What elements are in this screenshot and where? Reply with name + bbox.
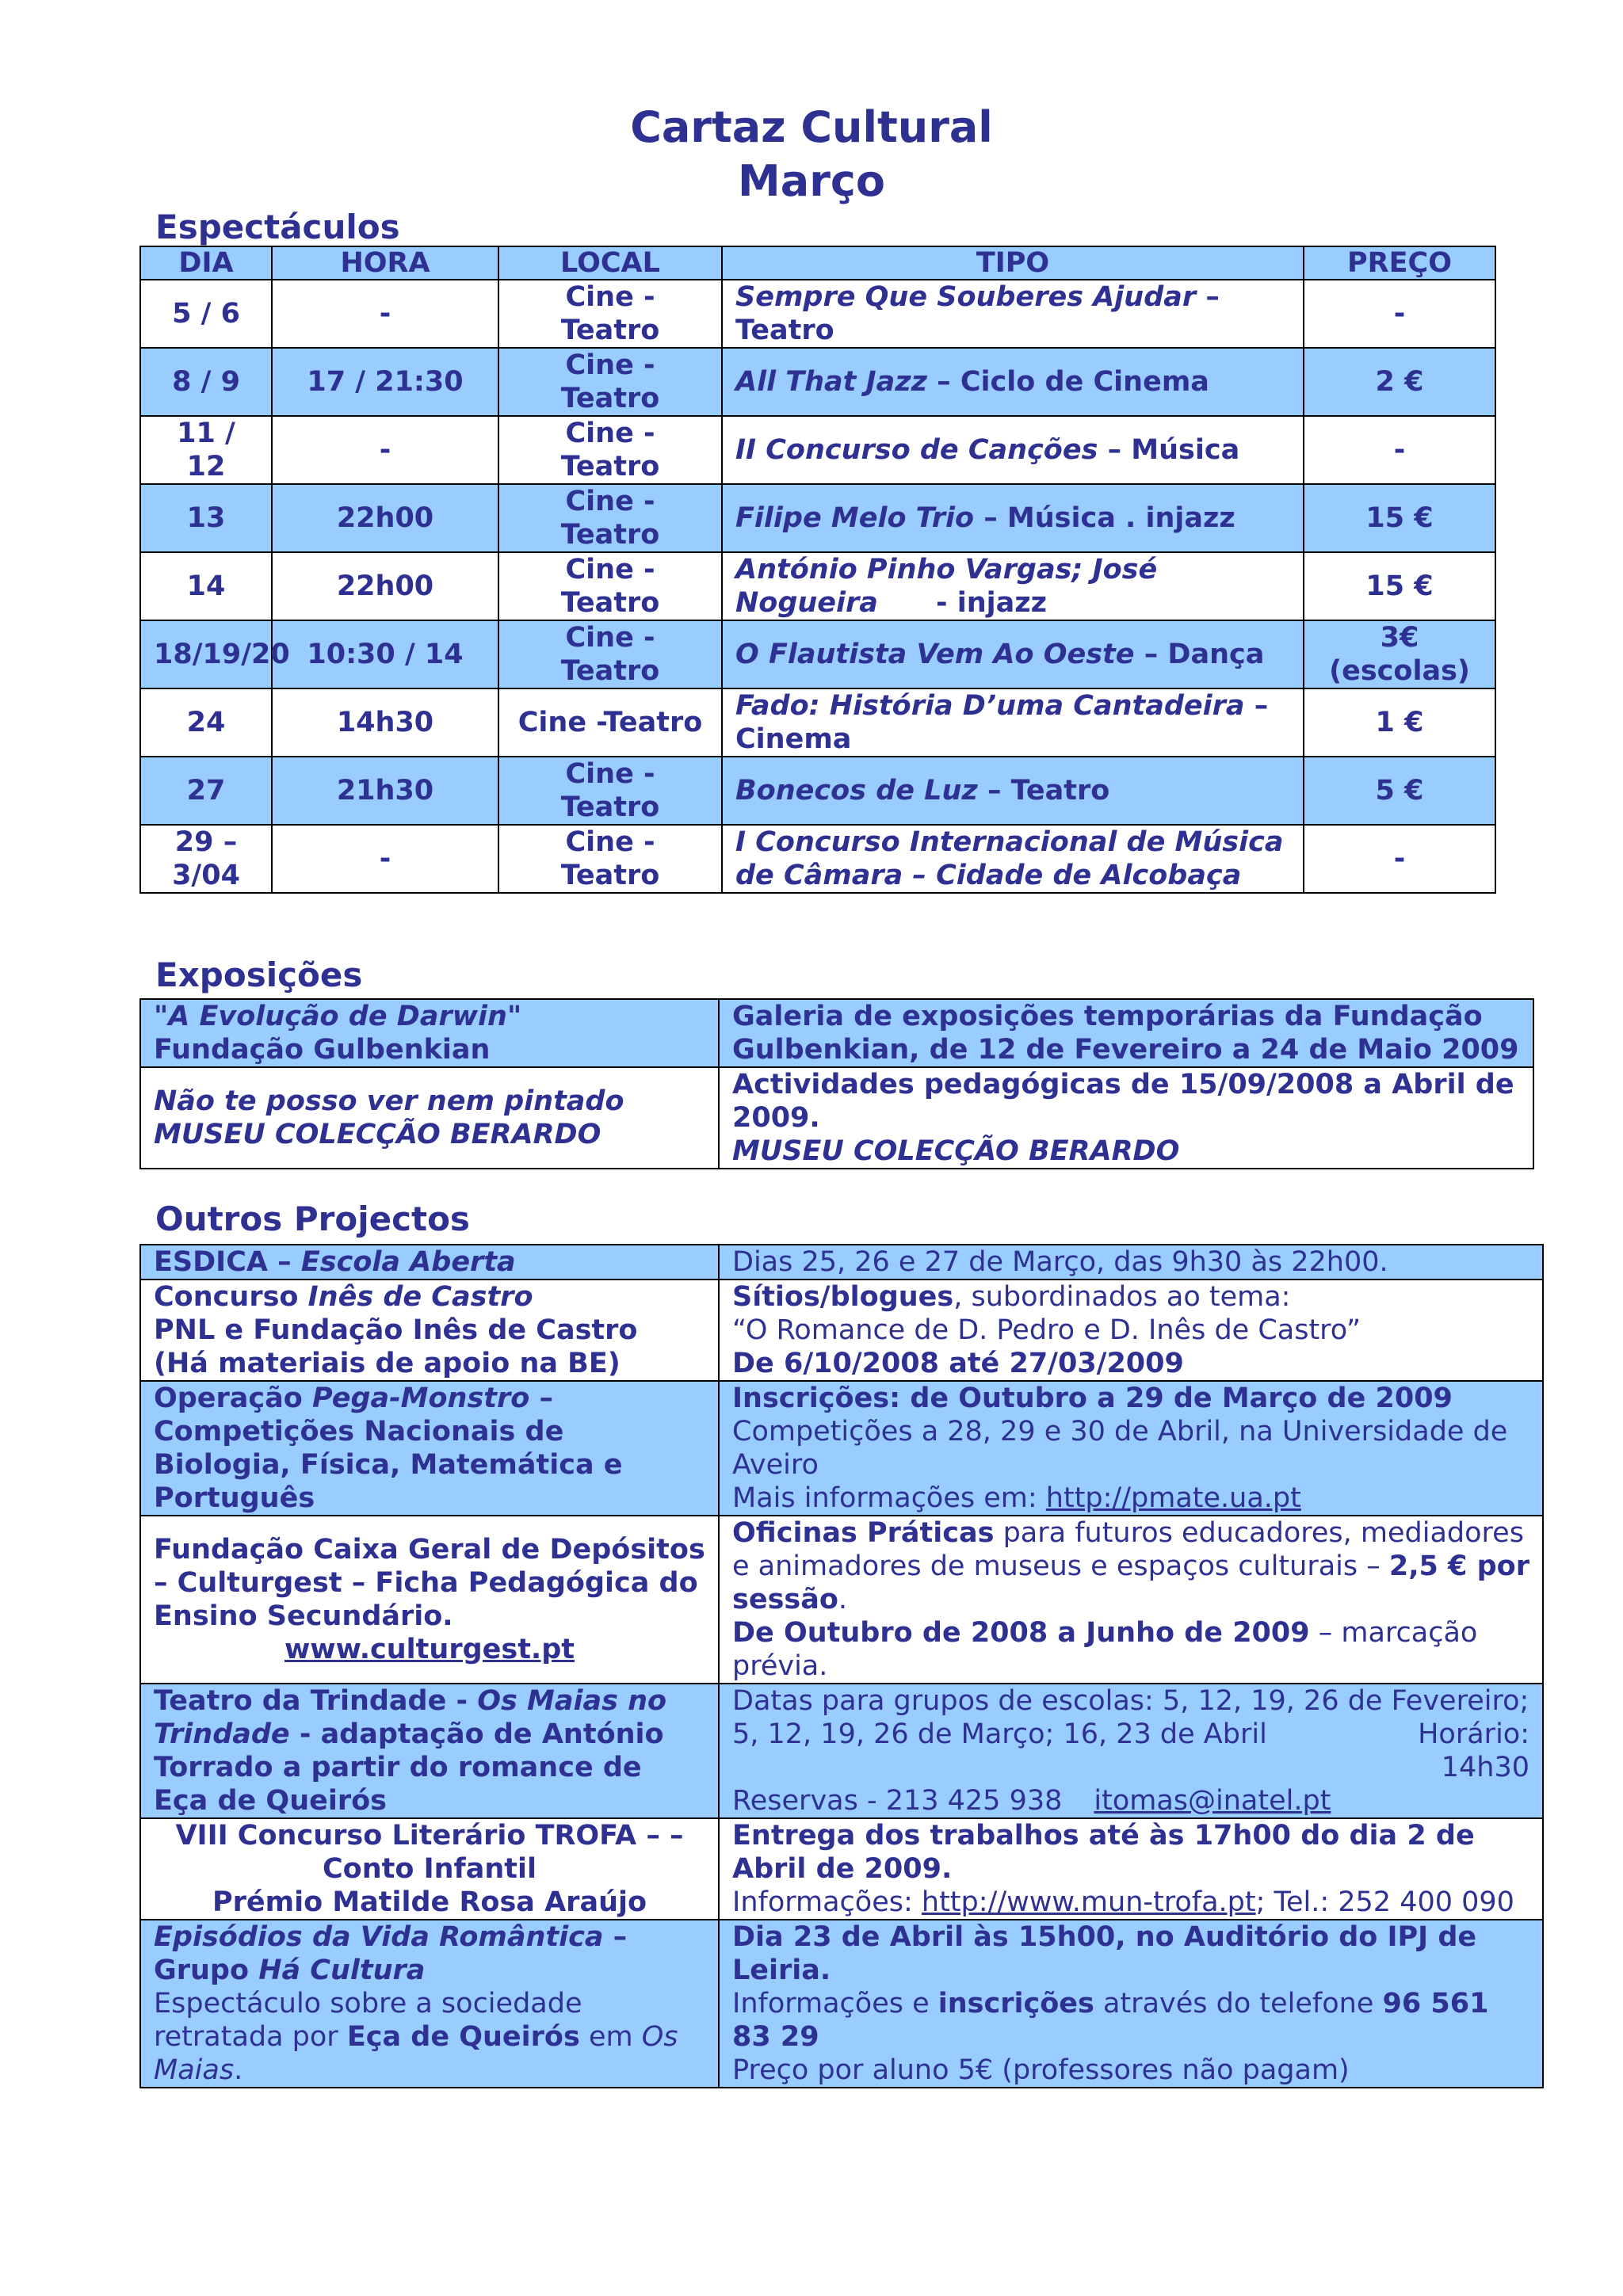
project-info-cell [719,1280,1543,1381]
cell-local: Cine - Teatro [498,280,722,348]
project-name-cell [140,1280,719,1381]
event-category: – Teatro [977,775,1110,807]
project-author: Eça de Queirós [346,2021,580,2053]
project-phone: Reservas - 213 425 938 [732,1785,1063,1817]
cell-tipo [722,620,1304,688]
event-title: Sempre Que Souberes Ajudar [735,281,1197,313]
culturgest-link[interactable]: www.culturgest.pt [284,1634,575,1665]
cell-preco: - [1304,280,1495,348]
cell-tipo [722,552,1304,620]
event-category: – Dança [1134,639,1265,670]
cell-preco: - [1304,416,1495,484]
project-info: Informações: [732,1886,922,1918]
project-name: – Grupo [154,1921,628,1986]
cell-dia: 14 [140,552,272,620]
project-info-cell [719,1516,1543,1684]
espectaculos-table [139,246,1496,894]
table-row [140,1381,1543,1516]
table-row [140,280,1495,348]
project-info: Dias 25, 26 e 27 de Março, das 9h30 às 22h00. [719,1245,1543,1280]
cell-dia: 5 / 6 [140,280,272,348]
project-info: Mais informações em: [732,1482,1046,1514]
pmate-link[interactable]: http://pmate.ua.pt [1045,1482,1301,1514]
cell-local: Cine - Teatro [498,416,722,484]
event-title: Fado: História D’uma Cantadeira [735,690,1245,722]
project-name: Operação [154,1383,313,1414]
event-category: – Cinema [735,690,1278,755]
project-info-cell [719,1818,1543,1920]
table-row [140,999,1533,1067]
project-info: , subordinados ao tema: [953,1281,1291,1313]
exposicao-venue-right: MUSEU COLECÇÃO BERARDO [732,1135,1180,1167]
cell-tipo [722,757,1304,825]
exposicao-venue: MUSEU COLECÇÃO BERARDO [154,1119,601,1150]
project-info-cell [719,1684,1543,1818]
event-title: I Concurso Internacional de Música de Câmara – Cidade de Alcobaça [735,826,1284,891]
cell-hora: 22h00 [272,484,498,552]
cell-hora: 10:30 / 14 [272,620,498,688]
page-title: Cartaz Cultural [630,102,993,152]
project-name-italic: Escola Aberta [300,1246,516,1278]
project-award: Prémio Matilde Rosa Araújo [212,1886,647,1918]
project-group-italic: Há Cultura [258,1955,426,1986]
inatel-email-link[interactable]: itomas@inatel.pt [1094,1785,1331,1817]
cell-local: Cine - Teatro [498,484,722,552]
exposicao-info: Actividades pedagógicas de 15/09/2008 a Abril de 2009. [732,1069,1514,1134]
project-phone: ; Tel.: 252 400 090 [1255,1886,1514,1918]
section-heading-espectaculos: Espectáculos [155,208,400,246]
cell-dia: 27 [140,757,272,825]
cell-tipo [722,688,1304,757]
table-row [140,552,1495,620]
table-row [140,1516,1543,1684]
cell-local: Cine - Teatro [498,825,722,893]
project-info: através do telefone [1094,1988,1383,2019]
event-title: Bonecos de Luz [735,775,978,807]
project-description: . [234,2054,243,2086]
outros-projectos-table [139,1244,1544,2088]
event-title: II Concurso de Canções [735,434,1098,466]
event-title: O Flautista Vem Ao Oeste [735,639,1135,670]
project-dates: De Outubro de 2008 a Junho de 2009 [732,1617,1310,1649]
cell-tipo [722,280,1304,348]
project-name-cell [140,1516,719,1684]
project-price: Preço por aluno 5€ (professores não pagam) [732,2054,1350,2086]
project-theme: “O Romance de D. Pedro e D. Inês de Castro” [732,1314,1361,1346]
project-note: (Há materiais de apoio na BE) [154,1348,621,1379]
event-category: – Teatro [735,281,1230,346]
event-category: – Música [1098,434,1240,466]
project-name: Concurso [154,1281,308,1313]
project-dates: Datas para grupos de escolas: 5, 12, 19, 26 de Fevereiro; [732,1685,1529,1717]
project-dates: 5, 12, 19, 26 de Março; 16, 23 de Abril [732,1718,1267,1750]
project-price: 2,5 € por sessão [732,1550,1529,1615]
exposicao-title: Não te posso ver nem pintado [154,1085,624,1117]
event-category: – Música . injazz [974,502,1235,534]
table-row [140,348,1495,416]
project-name-italic: Os Maias no Trindade [154,1685,667,1750]
table-row [140,1920,1543,2088]
cell-tipo [722,416,1304,484]
event-category: - injazz [877,587,1048,619]
project-name-italic: Pega-Monstro [312,1383,530,1414]
project-info: Informações e [732,1988,938,2019]
project-deadline: Entrega dos trabalhos até às 17h00 do dia 2 de Abril de 2009. [732,1820,1475,1885]
project-description: em [579,2021,642,2053]
cell-preco: 2 € [1304,348,1495,416]
table-row [140,484,1495,552]
project-name-cell [140,1245,719,1280]
cell-local: Cine -Teatro [498,688,722,757]
column-header-hora: HORA [272,246,498,280]
cell-tipo [722,348,1304,416]
table-row [140,1818,1543,1920]
table-row [140,688,1495,757]
project-name-cell [140,1920,719,2088]
column-header-local: LOCAL [498,246,722,280]
cell-hora: 21h30 [272,757,498,825]
table-row [140,1245,1543,1280]
cell-hora: - [272,416,498,484]
project-date-venue: Dia 23 de Abril às 15h00, no Auditório do IPJ de Leiria. [732,1921,1477,1986]
exposicao-title-cell [140,999,719,1067]
exposicoes-table [139,998,1534,1169]
project-info-bold: Sítios/blogues [732,1281,954,1313]
exposicao-title-cell [140,1067,719,1169]
section-heading-outros: Outros Projectos [155,1199,470,1238]
column-header-preco: PREÇO [1304,246,1495,280]
project-registration: Inscrições: de Outubro a 29 de Março de 2009 [732,1383,1453,1414]
project-info: para futuros educadores, mediadores e animadores de museus e espaços culturais – [732,1517,1524,1582]
cell-local: Cine - Teatro [498,348,722,416]
cell-dia: 8 / 9 [140,348,272,416]
cell-dia: 24 [140,688,272,757]
cell-preco: 1 € [1304,688,1495,757]
cell-hora: - [272,825,498,893]
exposicao-venue: Fundação Gulbenkian [154,1034,491,1066]
project-info: Competições a 28, 29 e 30 de Abril, na Universidade de Aveiro [732,1416,1508,1481]
cell-hora: 17 / 21:30 [272,348,498,416]
event-title: All That Jazz [735,366,927,398]
project-info-cell [719,1381,1543,1516]
table-row [140,825,1495,893]
project-name-italic: Episódios da Vida Romântica [154,1921,604,1953]
column-header-tipo: TIPO [722,246,1304,280]
cell-dia: 11 / 12 [140,416,272,484]
exposicao-info-cell [719,1067,1533,1169]
table-row [140,416,1495,484]
table-row [140,620,1495,688]
cell-hora: - [272,280,498,348]
table-row [140,1067,1533,1169]
table-row [140,757,1495,825]
cell-hora: 22h00 [272,552,498,620]
project-name-cell [140,1684,719,1818]
project-book-title: Os Maias [154,2021,678,2086]
event-title: António Pinho Vargas; José Nogueira [735,554,1158,619]
project-info: – marcação prévia. [732,1617,1478,1682]
cell-local: Cine - Teatro [498,757,722,825]
table-row [140,1684,1543,1818]
page-subtitle: Março [738,156,885,206]
column-header-dia: DIA [140,246,272,280]
trofa-link[interactable]: http://www.mun-trofa.pt [921,1886,1256,1918]
project-description: Espectáculo sobre a sociedade retratada por [154,1988,582,2053]
project-schedule: Horário: 14h30 [1418,1718,1529,1783]
project-name: Fundação Caixa Geral de Depósitos – Culturgest – Ficha Pedagógica do Ensino Secundário. [154,1534,705,1632]
event-category: – Ciclo de Cinema [926,366,1209,398]
cell-hora: 14h30 [272,688,498,757]
cell-dia: 13 [140,484,272,552]
cell-tipo [722,825,1304,893]
cell-preco: 3€ (escolas) [1304,620,1495,688]
exposicao-info: Galeria de exposições temporárias da Fundação Gulbenkian, de 12 de Fevereiro a 24 de Maio 2009 [719,999,1533,1067]
table-row [140,1280,1543,1381]
project-info: . [838,1584,848,1615]
cell-tipo [722,484,1304,552]
project-description: - adaptação de António Torrado a partir do romance de Eça de Queirós [154,1718,664,1817]
project-name: VIII Concurso Literário TROFA – – Conto Infantil [175,1820,684,1885]
project-description: – Competições Nacionais de Biologia, Física, Matemática e Português [154,1383,623,1514]
project-organizer: PNL e Fundação Inês de Castro [154,1314,638,1346]
table-header-row [140,246,1495,280]
project-name-italic: Inês de Castro [307,1281,533,1313]
cell-dia: 29 – 3/04 [140,825,272,893]
project-phone: 96 561 83 29 [732,1988,1489,2053]
cell-dia: 18/19/20 [140,620,272,688]
event-title: Filipe Melo Trio [735,502,975,534]
project-info-cell [719,1920,1543,2088]
cell-preco: - [1304,825,1495,893]
project-info-bold: inscrições [938,1988,1094,2019]
section-heading-exposicoes: Exposições [155,955,363,994]
cell-preco: 15 € [1304,552,1495,620]
exposicao-title: "A Evolução de Darwin" [154,1001,522,1032]
project-name-cell [140,1818,719,1920]
cell-preco: 15 € [1304,484,1495,552]
project-name-cell [140,1381,719,1516]
project-dates: De 6/10/2008 até 27/03/2009 [732,1348,1184,1379]
project-name: Teatro da Trindade - [154,1685,478,1717]
cell-local: Cine - Teatro [498,552,722,620]
project-name: ESDICA – [154,1246,301,1278]
project-info-bold: Oficinas Práticas [732,1517,995,1549]
cell-preco: 5 € [1304,757,1495,825]
cell-local: Cine - Teatro [498,620,722,688]
